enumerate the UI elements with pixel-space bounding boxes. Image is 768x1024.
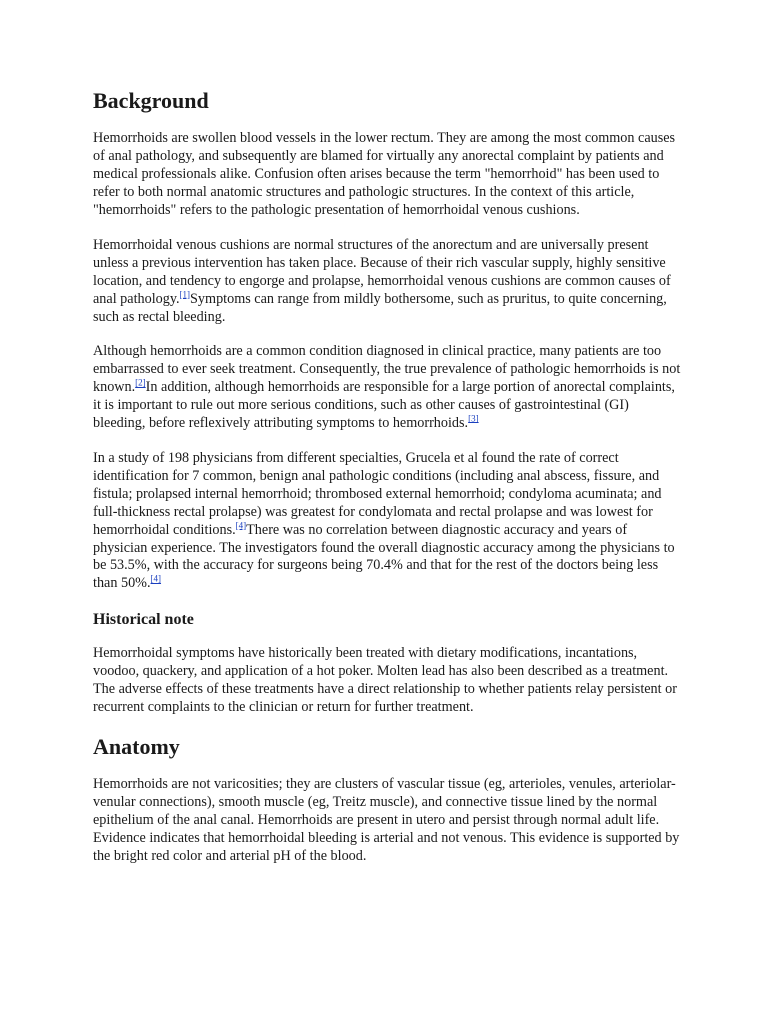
background-paragraph-3 xyxy=(93,343,683,433)
reference-link-2[interactable]: [2] xyxy=(135,377,146,388)
paragraph-text: Hemorrhoids are not varicosities; they are clusters of vascular tissue (eg, arterioles, venules, arteriolar-venular connections), smooth muscle (eg, Treitz muscle), and connective tissue lined by the normal epithelium of the anal canal. Hemorrhoids are present in utero and persist through normal adult life. Evidence indicates that hemorrhoidal bleeding is arterial and not venous. This evidence is supported by the bright red color and arterial pH of the blood. xyxy=(93,776,680,865)
paragraph-text: In a study of 198 physicians from different specialties, Grucela et al found the rate of correct identification for 7 common, benign anal pathologic conditions (including anal abscess, fissure, and fistula; prolapsed internal hemorrhoid; thrombosed external hemorrhoid; condyloma acuminata; and full-thickness rectal prolapse) was greatest for condylomata and rectal prolapse and was lowest for hemorrhoidal conditions. xyxy=(93,449,662,538)
paragraph-text: In addition, although hemorrhoids are responsible for a large portion of anorectal complaints, it is important to rule out more serious conditions, such as other causes of gastrointestinal (GI) bleeding, before reflexively attributing symptoms to hemorrhoids. xyxy=(93,379,675,432)
reference-link-1[interactable]: [1] xyxy=(179,288,191,299)
background-paragraph-2 xyxy=(93,237,683,327)
paragraph-text: There was no correlation between diagnostic accuracy and years of physician experience. The investigators found the overall diagnostic accuracy among the physicians to be 53.5%, with the accuracy for surgeons being 70.4% and that for the rest of the doctors being less than 50%. xyxy=(93,521,675,592)
historical-paragraph xyxy=(93,645,683,717)
paragraph-text: Symptoms can range from mildly bothersome, such as pruritus, to quite concerning, such as rectal bleeding. xyxy=(93,290,667,325)
anatomy-heading: Anatomy xyxy=(93,734,180,760)
paragraph-text: Hemorrhoidal venous cushions are normal structures of the anorectum and are universally present unless a previous intervention has taken place. Because of their rich vascular supply, highly sensitive location, and tendency to engorge and prolapse, hemorrhoidal venous cushions are common causes of anal pathology. xyxy=(93,236,671,307)
reference-link-4[interactable]: [4] xyxy=(235,519,247,530)
paragraph-text: Hemorrhoids are swollen blood vessels in the lower rectum. They are among the most common causes of anal pathology, and subsequently are blamed for virtually any anorectal complaint by patients and medical professionals alike. Confusion often arises because the term "hemorrhoid" has been used to refer to both normal anatomic structures and pathologic structures. In the context of this article, "hemorrhoids" refers to the pathologic presentation of hemorrhoidal venous cushions. xyxy=(93,130,676,219)
article-body xyxy=(93,88,683,883)
historical-note-heading: Historical note xyxy=(93,611,194,629)
anatomy-paragraph xyxy=(93,776,683,866)
background-paragraph-4 xyxy=(93,450,683,593)
reference-link-3[interactable]: [3] xyxy=(468,413,479,424)
background-heading: Background xyxy=(93,88,209,113)
reference-link-4b[interactable]: [4] xyxy=(150,573,162,584)
paragraph-text: Hemorrhoidal symptoms have historically been treated with dietary modifications, incantations, voodoo, quackery, and application of a hot poker. Molten lead has also been described as a treatment. The adverse effects of these treatments have a direct relationship to whether patients relay persistent or recurrent complaints to the clinician or return for further treatment. xyxy=(93,645,677,716)
paragraph-text: Although hemorrhoids are a common condition diagnosed in clinical practice, many patients are too embarrassed to ever seek treatment. Consequently, the true prevalence of pathologic hemorrhoids is not known. xyxy=(93,343,681,396)
background-paragraph-1 xyxy=(93,130,683,220)
